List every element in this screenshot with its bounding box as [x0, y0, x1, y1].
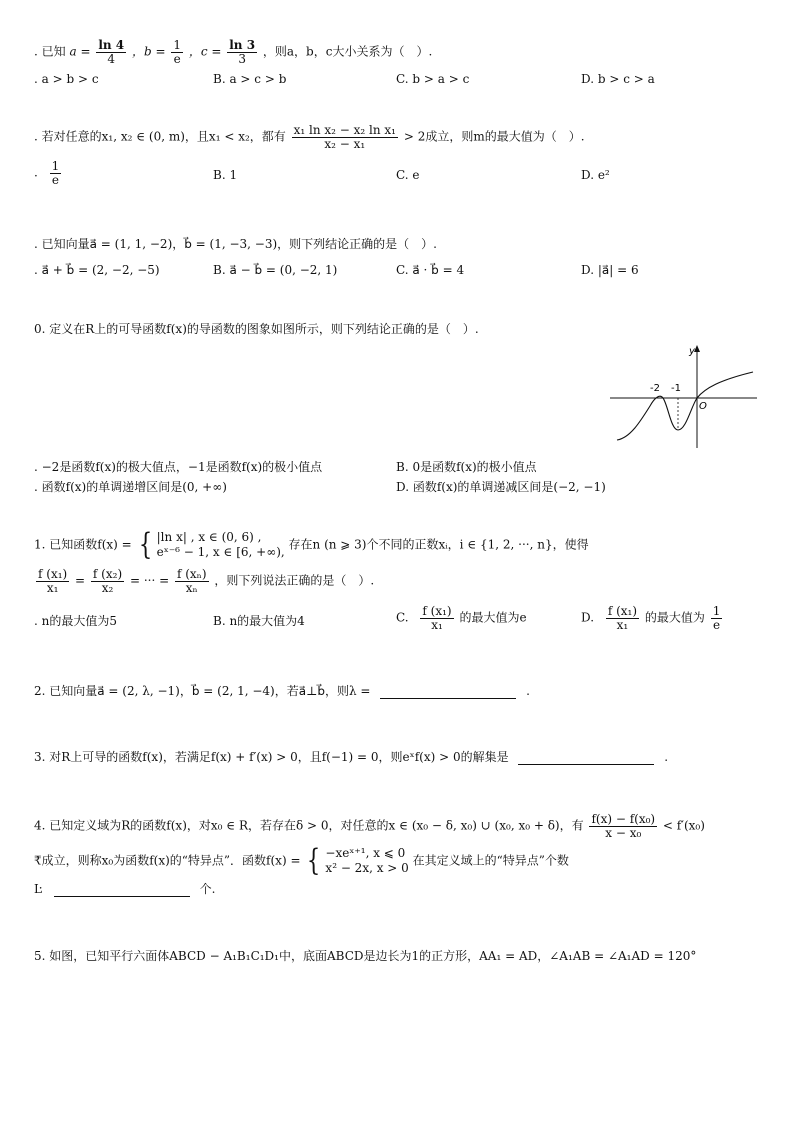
q10-option-c: . 函数f(x)的单调递增区间是(0, +∞) — [34, 480, 227, 494]
q11-option-c-fraction: $\frac{\text{f (x₁)}}{\text{x₁}}$ — [422, 604, 452, 632]
q8-text-1: . 若对任意的x₁, x₂ ∈ (0, m)，且x₁ < x₂，都有 — [34, 129, 286, 144]
q12-stem: 2. 已知向量a⃗ = (2, λ, −1)，b⃗ = (2, 1, −4)，若a⃗⊥b⃗，则λ = . — [34, 684, 530, 698]
q8-stem — [34, 124, 585, 150]
q14-stem-line-3: Ŀ 个. — [34, 882, 216, 896]
q9-option-b: B. a⃗ − b⃗ = (0, −2, 1) — [213, 263, 338, 277]
q9-option-c: C. a⃗ · b⃗ = 4 — [396, 263, 465, 277]
q14-text-4: 在其定义域上的“特异点”个数 — [412, 853, 569, 868]
q13-text: 3. 对R上可导的函数f(x)，若满足f(x) + f′(x) > 0，且f(−1) = 0，则eˣf(x) > 0的解集是 — [34, 750, 509, 764]
q15-stem: 5. 如图，已知平行六面体ABCD − A₁B₁C₁D₁中，底面ABCD是边长为1的正方形，AA₁ = AD，∠A₁AB = ∠A₁AD = 120° — [34, 949, 697, 963]
q11-text-2: 存在n (n ⩾ 3)个不同的正数xᵢ，i ∈ {1, 2, ···, n}，使得 — [288, 537, 589, 552]
tick-label-minus-1: -1 — [671, 383, 681, 394]
origin-label: O — [699, 401, 707, 412]
q12-text: 2. 已知向量a⃗ = (2, λ, −1)，b⃗ = (2, 1, −4)，若a⃗⊥b⃗，则λ = — [34, 684, 371, 698]
q14-case-2: x² − 2x, x > 0 — [325, 861, 409, 875]
q9-option-d: D. |a⃗| = 6 — [581, 263, 639, 277]
q11-frac-n: $\frac{\text{f (xₙ)}}{\text{xₙ}}$ — [176, 567, 207, 595]
q8-option-a: . $\frac{1}{e}$ — [34, 159, 60, 187]
q14-text-1: 4. 已知定义域为R的函数f(x)，对x₀ ∈ R，若存在δ > 0，对任意的x ∈ (x₀ − δ, x₀) ∪ (x₀, x₀ + δ)，有 — [34, 818, 584, 833]
q7-option-d: D. b > c > a — [581, 72, 655, 86]
tick-label-minus-2: -2 — [650, 383, 660, 394]
q7-a-fraction: $\frac{\ln 4}{4}$ — [98, 38, 125, 66]
q7-c-label: ，c = — [188, 44, 222, 59]
q8-option-c: C. e — [396, 168, 420, 182]
q10-option-b: B. 0是函数f(x)的极小值点 — [396, 460, 537, 474]
q9-option-a: . a⃗ + b⃗ = (2, −2, −5) — [34, 263, 160, 277]
q11-frac-1: $\frac{\text{f (x₁)}}{\text{x₁}}$ — [38, 567, 68, 595]
q8-text-2: > 2成立，则m的最大值为（ ）. — [403, 129, 585, 144]
q14-answer-blank[interactable] — [54, 884, 190, 897]
q11-case-1: |ln x| , x ∈ (0, 6) , — [156, 530, 262, 544]
q7-c-fraction: $\frac{\ln 3}{3}$ — [229, 38, 256, 66]
q10-stem: 0. 定义在R上的可导函数f(x)的导函数的图象如图所示，则下列结论正确的是（ ）. — [34, 322, 479, 336]
q11-text-1: 1. 已知函数f(x) = — [34, 537, 132, 552]
q11-option-a: . n的最大值为5 — [34, 614, 117, 628]
q14-piecewise: { −xeˣ⁺¹, x ⩽ 0 x² − 2x, x > 0 — [307, 843, 409, 878]
q10-option-a: . −2是函数f(x)的极大值点，−1是函数f(x)的极小值点 — [34, 460, 323, 474]
q7-tail: ，则a，b，c大小关系为（ ）. — [262, 44, 433, 59]
q11-dots: = ··· = — [129, 573, 170, 588]
q7-b-fraction: $\frac{1}{e}$ — [173, 38, 181, 66]
q9-stem: . 已知向量a⃗ = (1, 1, −2)，b⃗ = (1, −3, −3)，则下列结论正确的是（ ）. — [34, 237, 437, 251]
q14-case-1: −xeˣ⁺¹, x ⩽ 0 — [325, 846, 406, 860]
q11-option-b: B. n的最大值为4 — [213, 614, 305, 628]
q11-stem — [34, 527, 589, 562]
q10-derivative-graph — [605, 342, 760, 450]
q13-answer-blank[interactable] — [518, 752, 654, 765]
q8-option-b: B. 1 — [213, 168, 238, 182]
q14-text-2: < f′(x₀) — [662, 818, 705, 833]
q7-option-a: . a > b > c — [34, 72, 99, 86]
y-axis-label: y — [689, 346, 695, 357]
q11-option-d-value: $\frac{1}{e}$ — [712, 604, 721, 632]
q11-option-c: C. $\frac{\text{f (x₁)}}{\text{x₁}}$ 的最大值为e — [396, 604, 527, 632]
q8-option-a-fraction: $\frac{1}{e}$ — [51, 159, 60, 187]
q14-stem-line-1 — [34, 813, 705, 839]
q11-condition: $\frac{\text{f (x₁)}}{\text{x₁}}$ = $\frac{\text{f (x₂)}}{\text{x₂}}$ = ··· = $\frac{\text{f (xₙ)}}{\text{xₙ}}$ ，则下列说法正确的是（ ）. — [38, 567, 375, 595]
q14-fraction: $\frac{\text{f(x) − f(x₀)}}{\text{x − x₀}}$ — [591, 812, 656, 840]
q12-answer-blank[interactable] — [380, 686, 516, 699]
q14-stem-line-2 — [34, 843, 569, 878]
q11-case-2: eˣ⁻⁶ − 1, x ∈ [6, +∞), — [156, 545, 285, 559]
q13-stem: 3. 对R上可导的函数f(x)，若满足f(x) + f′(x) > 0，且f(−1) = 0，则eˣf(x) > 0的解集是 . — [34, 750, 669, 764]
q7-stem — [34, 39, 432, 65]
derivative-curve — [617, 372, 753, 440]
q7-a-label: a = — [69, 44, 91, 59]
q10-option-d: D. 函数f(x)的单调递减区间是(−2, −1) — [396, 480, 606, 494]
q14-text-3: ₹成立，则称x₀为函数f(x)的“特异点”．函数f(x) = — [34, 853, 301, 868]
q8-option-d: D. e² — [581, 168, 610, 182]
q11-frac-2: $\frac{\text{f (x₂)}}{\text{x₂}}$ — [92, 567, 123, 595]
q7-option-b: B. a > c > b — [213, 72, 287, 86]
q11-option-d-fraction: $\frac{\text{f (x₁)}}{\text{x₁}}$ — [607, 604, 638, 632]
q11-text-3: ，则下列说法正确的是（ ）. — [214, 573, 375, 588]
q8-fraction: $\frac{\text{x₁ ln x₂ − x₂ ln x₁}}{\text{x₂ − x₁}}$ — [293, 123, 396, 151]
q11-option-d: D. $\frac{\text{f (x₁)}}{\text{x₁}}$ 的最大值为 $\frac{1}{e}$ — [581, 604, 721, 632]
q11-piecewise: { |ln x| , x ∈ (0, 6) , eˣ⁻⁶ − 1, x ∈ [6, +∞), — [138, 527, 285, 562]
q7-b-label: ，b = — [131, 44, 166, 59]
q7-prefix: . 已知 — [34, 44, 66, 59]
q7-option-c: C. b > a > c — [396, 72, 470, 86]
